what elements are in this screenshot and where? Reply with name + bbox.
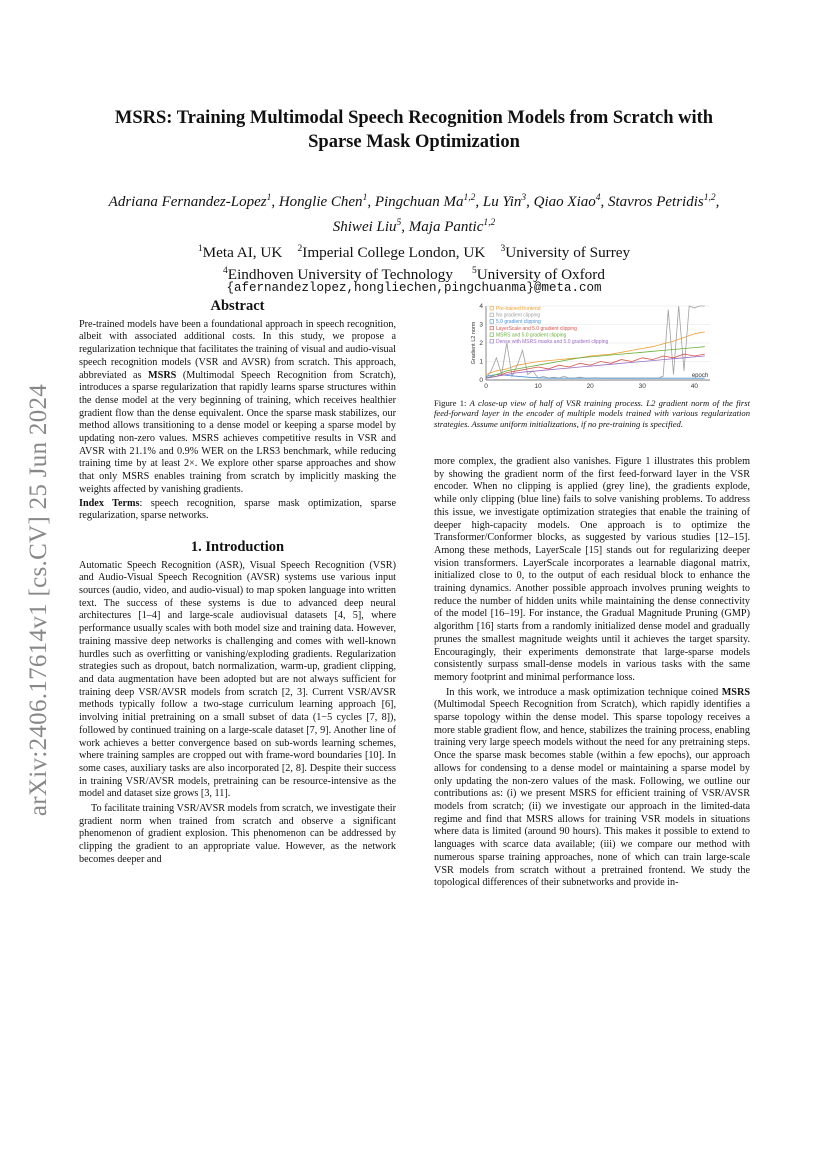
abstract-heading: Abstract [210,298,265,314]
x-axis-label: epoch [691,373,709,379]
affiliation: Imperial College London, UK [302,244,486,262]
affiliation: Meta AI, UK [202,244,283,262]
affiliation: University of Oxford [476,266,605,284]
x-tick-label: 20 [586,383,594,390]
author: Pingchuan Ma [374,194,464,210]
x-tick-label: 0 [484,383,488,390]
affiliation: University of Surrey [505,244,631,262]
y-tick-label: 4 [479,303,483,310]
legend-swatch [490,340,494,344]
intro-paragraph-2: To facilitate training VSR/AVSR models from scratch, we investigate their gradient norm when trained from scratch and observe a significant phenomenon of gradient explosion. This phenomenon can be addressed by clipping the gradient to an appropriate value. However, as the network becomes deeper and [79,803,396,865]
author: Qiao Xiao [533,194,596,210]
x-tick-label: 40 [690,383,698,390]
y-tick-label: 0 [479,377,483,384]
affiliations: $^1$Meta AI, UK $^2$Imperial College London, UK $^3$University of Surrey $^4$Eindhoven University of Technology $^5$University of Oxford [197,244,631,284]
legend-label: MSRS and 5.0 gradient clipping [496,332,567,339]
legend-swatch [490,326,494,330]
legend-label: Dense with MSRS masks and 5.0 gradient clipping [496,339,609,345]
gradient-norm-chart [470,300,720,392]
right-column [434,456,750,890]
figure-1 [470,300,720,392]
affiliation: Eindhoven University of Technology [227,266,453,284]
legend-label: Pre-trained frontend [496,306,541,312]
legend-swatch [490,313,494,317]
intro-heading: 1. Introduction [190,538,285,555]
series-line-4 [486,354,705,378]
author: Lu Yin [482,194,522,210]
title-line-2: Sparse Mask Optimization [308,132,520,152]
abstract-text: Pre-trained models have been a foundational approach in speech recognition, albeit with associated additional costs. In this study, we propose a regularization technique that facilitates the training of visual and audio-visual speech recognition models (VSR and AVSR) from scratch. This approach, abbreviated as MSRS (Multimodal Speech Recognition from Scratch), introduces a sparse regularization that rapidly learns sparse structures within the dense model at the very beginning of training, which receives healthier gradient flow than the dense equivalent. Once the sparse mask stabilizes, our method allows transitioning to a dense model or keeping a sparse model by updating non-zero values. MSRS achieves competitive results in VSR and AVSR with 21.1% and 0.9% WER on the LRS3 benchmark, while reducing training time by at least 2×. We explore other sparse approaches and show that only MSRS enables training from scratch by implicitly masking the weights affected by vanishing gradients. [79,318,396,495]
left-column [79,300,396,867]
intro-paragraph-4: In this work, we introduce a mask optimization technique coined MSRS (Multimodal Speech Recognition from Scratch), which rapidly identifies a sparse topology within the dense model. This sparse topology receives a more stable gradient flow, and hence, stabilizes the training process, enabling training very large speech models without the need for any pretraining steps. Once the sparse mask becomes stable (within a few epochs), our approach allows for condensing to a dense model or maintaining a sparse model by only updating the non-zero values of the mask. Following, we outline our contributions as: (i) we present MSRS for efficient training of VSR/AVSR models from scratch; (ii) we investigate our approach in the limited-data regime and find that MSRS allows for training VSR models in situations where data is limited (around 90 hours). This makes it possible to extend to languages with scarce data available; (iii) we compare our method with numerous sparse training approaches, none of which can train large-scale VSR models from scratch without a pretrained frontend. We study the topological differences of their subnetworks and provide in- [434,686,750,889]
index-terms: Index Terms: speech recognition, sparse mask optimization, sparse regularization, sparse networks. [79,497,396,522]
intro-paragraph-3: more complex, the gradient also vanishes. Figure 1 illustrates this problem by showing the gradient norm of the first feed-forward layer in the VSR encoder. When no clipping is applied (grey line), the gradients explode, while only clipping (blue line) fails to solve vanishing problems. To address this issue, we investigate optimization strategies that enable the training of deeper high-capacity models. One approach is to optimize the Transformer/Conformer blocks, as suggested by various studies [12–15]. Among these methods, LayerScale [15] stands out for regularizing deeper vision transformers. LayerScale incorporates a learnable diagonal matrix, initialized close to 0, to the output of each residual block to enhance the training dynamics. Another possible approach involves pruning weights to reduce the number of hidden units while maintaining the dense connectivity of the model [16–19]. For instance, the Gradual Magnitude Pruning (GMP) algorithm [16] starts from a randomly initialized dense model and gradually prunes the smallest magnitude weights until it achieves the target sparsity. Encouragingly, their experiments demonstrate that large-sparse models consistently surpass small-dense models in various tasks with the same memory footprint and minimal performance loss. [434,456,750,683]
intro-paragraph-1: Automatic Speech Recognition (ASR), Visual Speech Recognition (VSR) and Audio-Visual Speech Recognition (AVSR) systems use various input sources (audio, video, and audio-visual) to map spoken language into written text. The success of these systems is due to advanced deep neural architectures [1–4] and large-scale audiovisual datasets [4, 5], where performance usually scales with both model size and training data. However, training massive deep networks is challenging and comes with well-known hurdles such as overfitting or vanishing/exploding gradients. Regularization strategies such as dropout, batch normalization, warm-up, gradient clipping, and data augmentation have been adopted but are not always sufficient for training deep VSR/AVSR models from scratch [2, 3]. Current VSR/AVSR methods typically follow a two-stage curriculum learning approach [6], involving initial pretraining on a small subset of data (1−5 cycles [7, 8]), followed by continued training on a large-scale dataset [7, 9]. Another line of work achieves a better convergence based on sub-words learning schemes, where training samples are cropped out with frame-word boundaries [10]. In some cases, auxiliary tasks are also incorporated [2, 8]. Despite their success in training VSR/AVSR models, pretraining can be resource-intensive as the model and dataset size grows [3, 11]. [79,559,396,800]
author-list: Adriana Fernandez-Lopez$^1$, Honglie Chen$^1$, Pingchuan Ma$^{1,2}$, Lu Yin$^3$, Qiao Xiao$^4$, Stavros Petridis$^{1,2}$, Shiwei Liu$^5$, Maja Pantic$^{1,2}$ [108,193,720,235]
author: Honglie Chen [278,194,363,210]
legend-swatch [490,333,494,337]
legend-swatch [490,320,494,324]
x-tick-label: 10 [534,383,542,390]
y-tick-label: 3 [479,321,483,329]
arxiv-stamp: arXiv:2406.17614v1 [cs.CV] 25 Jun 2024 [25,383,52,817]
author: Stavros Petridis [608,194,704,210]
author: Maja Pantic [408,219,484,235]
title-line-1: MSRS: Training Multimodal Speech Recognition Models from Scratch with [114,108,714,128]
legend-swatch [490,307,494,311]
legend-label: LayerScale and 5.0 gradient clipping [496,325,577,332]
author: Shiwei Liu [332,219,397,235]
y-tick-label: 1 [479,358,483,366]
paper-title [80,106,748,154]
legend-label: 5.0 gradient clipping [496,319,541,326]
y-tick-label: 2 [479,340,483,347]
author-email: {afernandezlopez,hongliechen,pingchuanma}@meta.com [226,281,602,295]
author: Adriana Fernandez-Lopez [108,194,267,210]
figure-caption: Figure 1: A close-up view of half of VSR training process. L2 gradient norm of the first feed-forward layer in the encoder of multiple models trained with various regularization strategies. Assume uniform initializations, if no pre-training is specified. [434,398,750,429]
x-tick-label: 30 [638,383,646,390]
legend-label: No gradient clipping [496,312,541,319]
y-axis-label: Gradient L2 norm [471,321,477,365]
